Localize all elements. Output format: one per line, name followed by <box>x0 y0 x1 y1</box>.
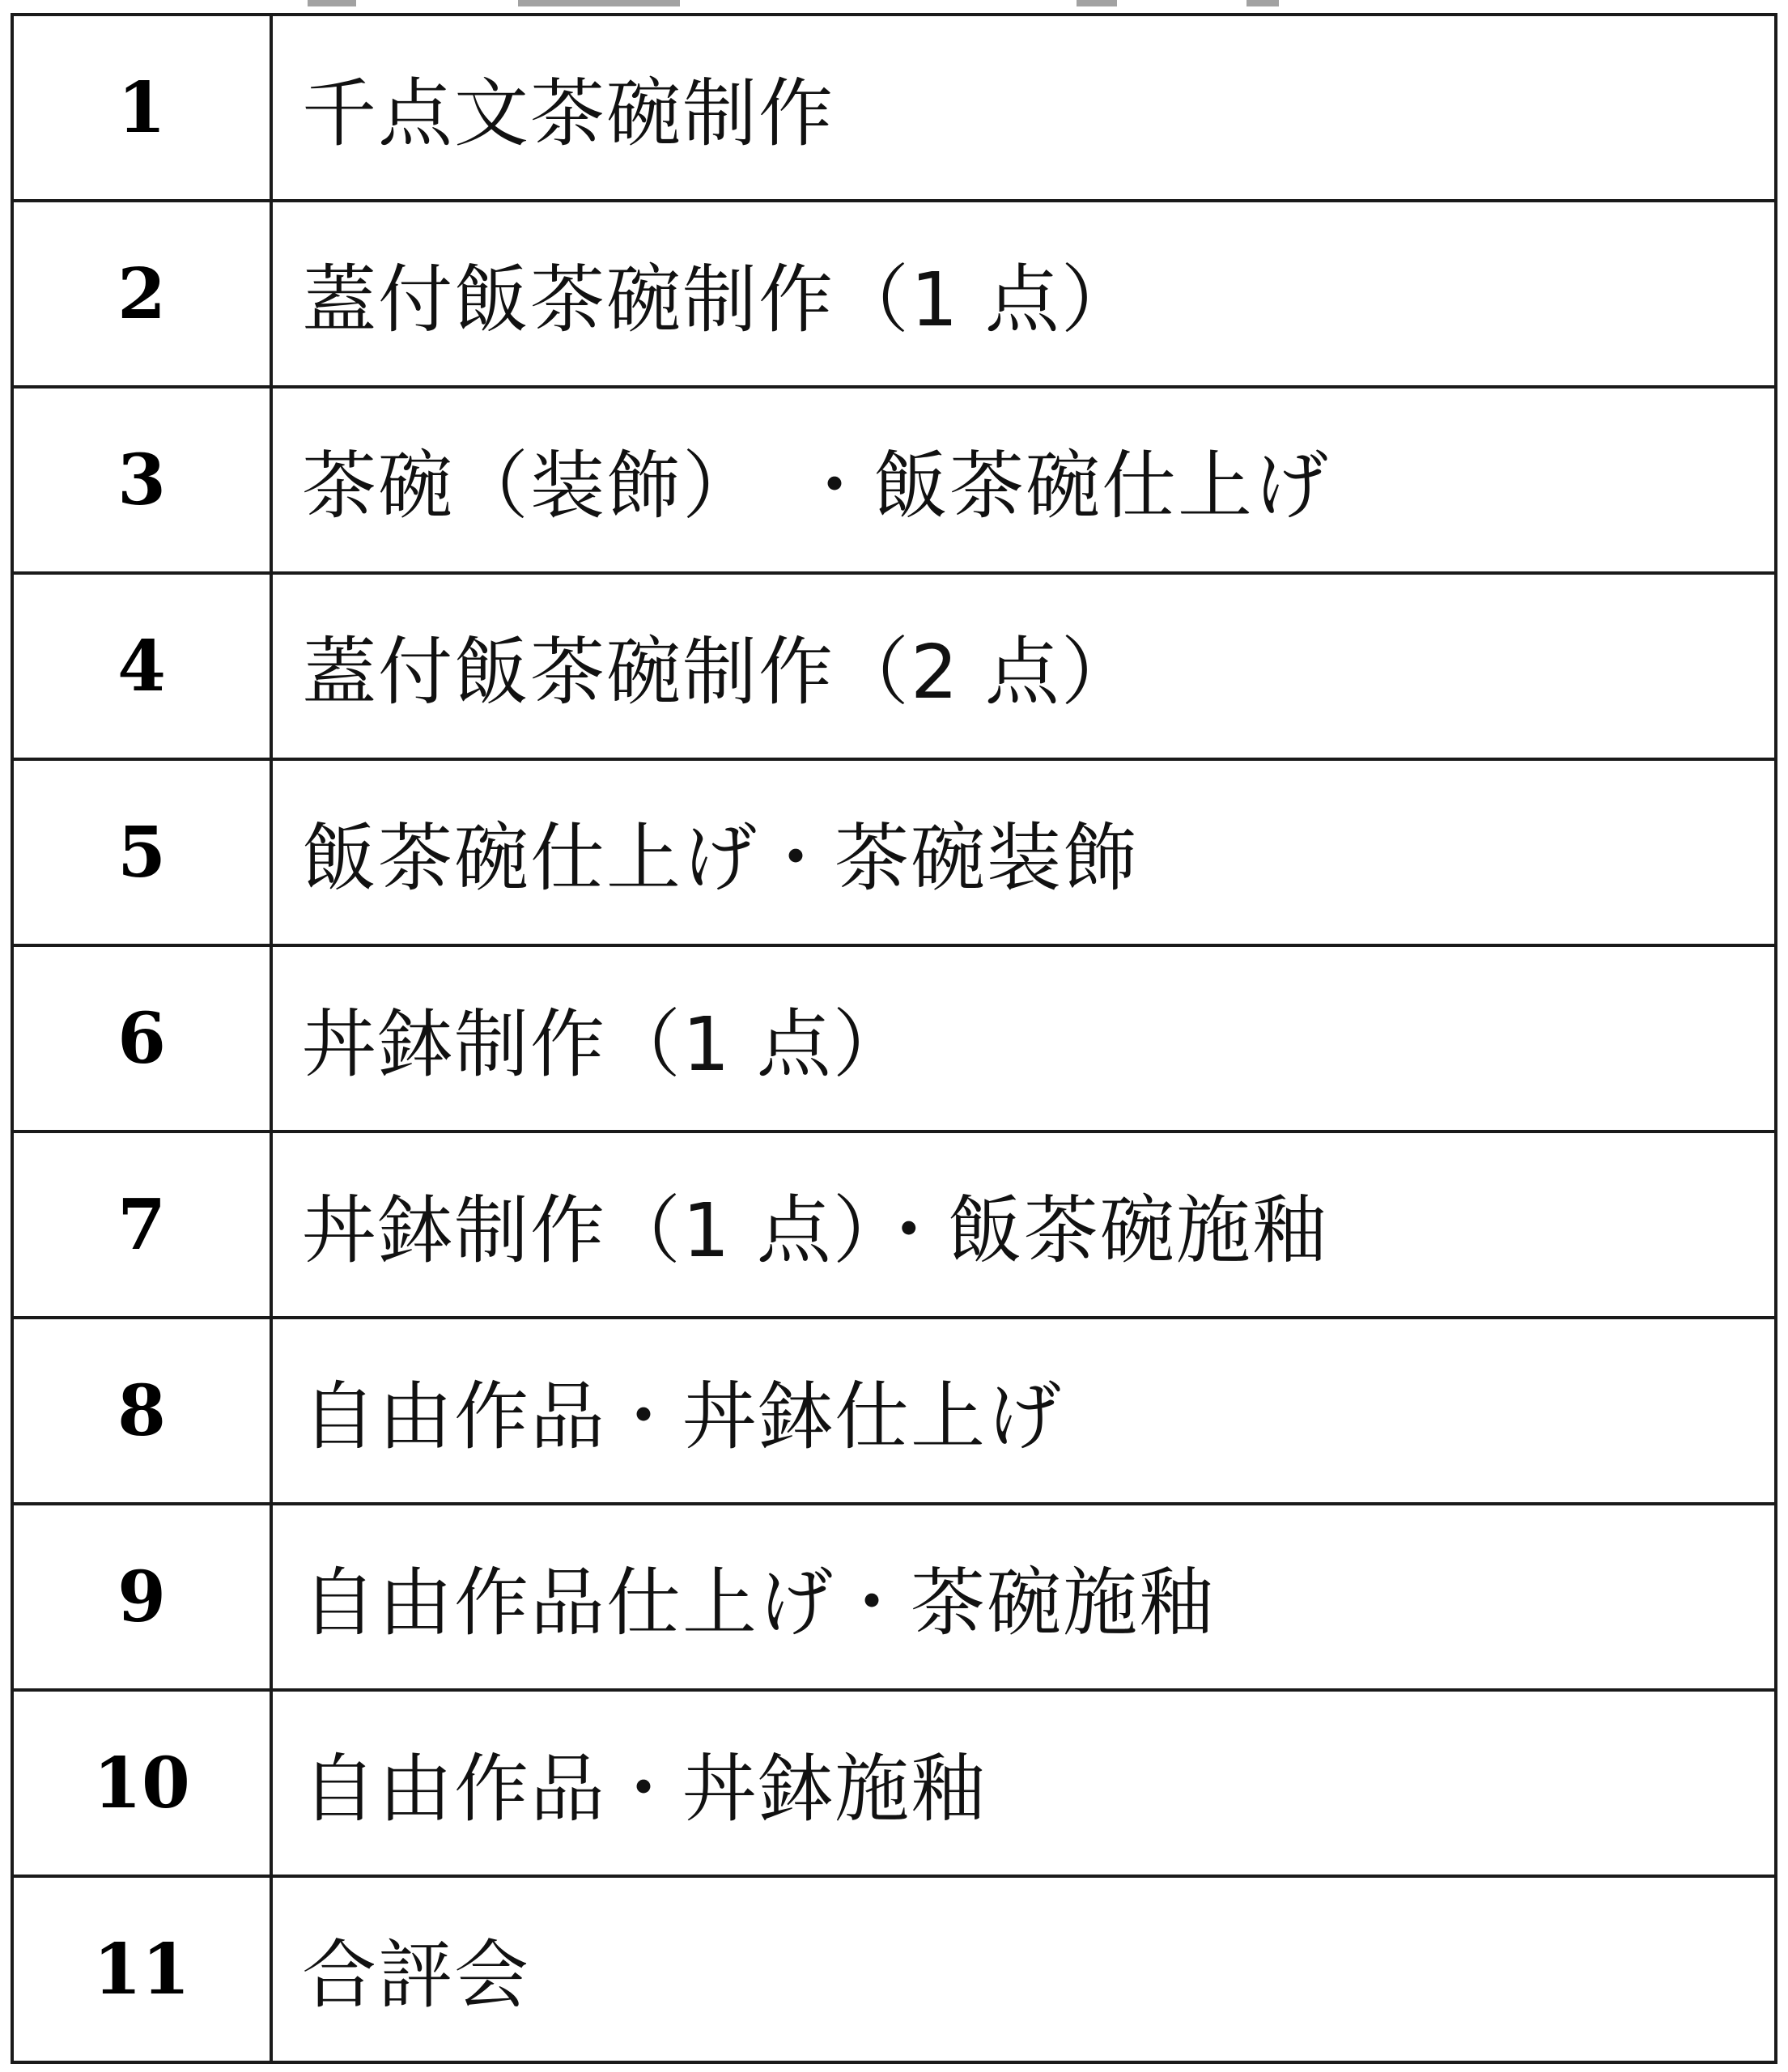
session-number: 2 <box>12 201 271 387</box>
schedule-table <box>11 13 1777 2064</box>
table-row <box>12 1876 1776 2062</box>
session-number: 6 <box>12 945 271 1132</box>
table-row <box>12 1504 1776 1690</box>
session-number: 1 <box>12 15 271 201</box>
session-number: 7 <box>12 1132 271 1318</box>
session-number: 10 <box>12 1690 271 1876</box>
session-content: 蓋付飯茶碗制作（1 点） <box>271 201 1776 387</box>
table-row <box>12 1318 1776 1504</box>
table-row <box>12 945 1776 1132</box>
session-number: 9 <box>12 1504 271 1690</box>
cropped-text-remnant <box>308 0 356 6</box>
session-content: 合評会 <box>271 1876 1776 2062</box>
session-number: 5 <box>12 759 271 945</box>
session-content: 千点文茶碗制作 <box>271 15 1776 201</box>
session-content: 自由作品・丼鉢施釉 <box>271 1690 1776 1876</box>
table-row <box>12 15 1776 201</box>
cropped-text-remnant <box>518 0 680 6</box>
session-number: 11 <box>12 1876 271 2062</box>
cropped-text-remnant <box>1077 0 1117 6</box>
cropped-text-remnant <box>1247 0 1279 6</box>
table-row <box>12 201 1776 387</box>
table-row <box>12 1132 1776 1318</box>
session-content: 自由作品仕上げ・茶碗施釉 <box>271 1504 1776 1690</box>
table-row <box>12 387 1776 573</box>
session-content: 茶碗（装飾） ・飯茶碗仕上げ <box>271 387 1776 573</box>
table-row <box>12 573 1776 759</box>
session-content: 蓋付飯茶碗制作（2 点） <box>271 573 1776 759</box>
session-number: 4 <box>12 573 271 759</box>
table-row <box>12 1690 1776 1876</box>
session-content: 飯茶碗仕上げ・茶碗装飾 <box>271 759 1776 945</box>
session-number: 8 <box>12 1318 271 1504</box>
table-row <box>12 759 1776 945</box>
session-content: 丼鉢制作（1 点）・飯茶碗施釉 <box>271 1132 1776 1318</box>
session-number: 3 <box>12 387 271 573</box>
session-content: 自由作品・丼鉢仕上げ <box>271 1318 1776 1504</box>
session-content: 丼鉢制作（1 点） <box>271 945 1776 1132</box>
